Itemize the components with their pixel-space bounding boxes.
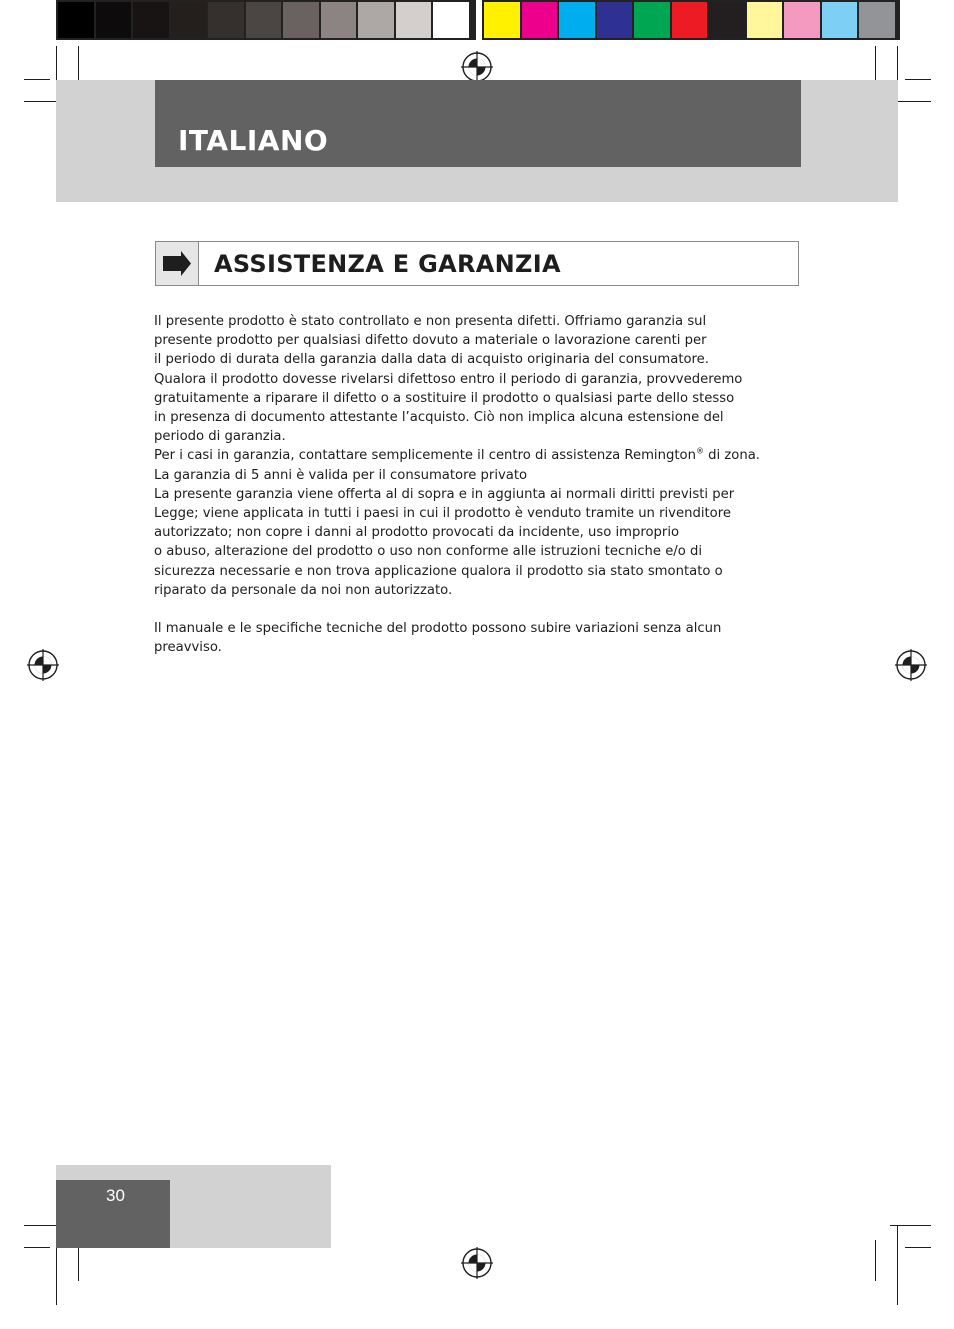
- color-swatch: [522, 2, 558, 38]
- paragraph-gap: [154, 600, 784, 619]
- language-title: ITALIANO: [178, 124, 329, 157]
- color-swatch: [484, 2, 520, 38]
- text-line: sicurezza necessarie e non trova applicazione qualora il prodotto sia stato smontato o: [154, 563, 723, 579]
- registration-mark-icon: [461, 51, 493, 83]
- text-fragment: Per i casi in garanzia, contattare semplicemente il centro di assistenza Remington: [154, 448, 696, 464]
- color-swatch: [672, 2, 708, 38]
- registration-mark-icon: [895, 649, 927, 681]
- text-line: Il presente prodotto è stato controllato e non presenta difetti. Offriamo garanzia sul: [154, 314, 707, 329]
- registration-mark-icon: [27, 649, 59, 681]
- page-number: 30: [106, 1186, 125, 1205]
- registered-mark: ®: [695, 447, 704, 457]
- text-line: La presente garanzia viene offerta al di sopra e in aggiunta ai normali diritti previsti per: [154, 486, 735, 502]
- color-swatch: [246, 2, 282, 38]
- section-heading: [155, 241, 799, 286]
- section-icon-cell: [156, 242, 199, 285]
- color-swatch: [597, 2, 633, 38]
- text-line: La garanzia di 5 anni è valida per il consumatore privato: [154, 467, 528, 483]
- text-line-remington: [154, 446, 784, 465]
- color-swatch: [171, 2, 207, 38]
- color-swatch: [747, 2, 783, 38]
- crop-mark: [897, 1225, 898, 1305]
- text-fragment: di zona.: [703, 448, 760, 464]
- crop-mark: [24, 79, 50, 80]
- color-swatch: [283, 2, 319, 38]
- color-calibration-bar-right: [482, 0, 900, 40]
- text-line: in presenza di documento attestante l’acquisto. Ciò non implica alcuna estensione del: [154, 410, 724, 426]
- text-line: autorizzato; non copre i danni al prodotto provocati da incidente, uso improprio: [154, 525, 680, 541]
- section-title: ASSISTENZA E GARANZIA: [214, 250, 561, 278]
- text-line: Legge; viene applicata in tutti i paesi in cui il prodotto è venduto tramite un rivenditore: [154, 506, 731, 522]
- color-swatch: [709, 2, 745, 38]
- color-swatch: [859, 2, 895, 38]
- warranty-text: [154, 312, 784, 658]
- text-line: il periodo di durata della garanzia dalla data di acquisto originaria del consumatore.: [154, 352, 709, 368]
- text-line: o abuso, alterazione del prodotto o uso non conforme alle istruzioni tecniche e/o di: [154, 544, 703, 560]
- text-line: gratuitamente a riparare il difetto o a sostituire il prodotto o qualsiasi parte dello stesso: [154, 390, 735, 406]
- crop-mark: [905, 79, 931, 80]
- arrow-right-icon: [156, 242, 198, 285]
- text-line: periodo di garanzia.: [154, 429, 286, 445]
- color-swatch: [396, 2, 432, 38]
- color-swatch: [208, 2, 244, 38]
- text-line: preavviso.: [154, 640, 222, 656]
- color-swatch: [358, 2, 394, 38]
- text-line: presente prodotto per qualsiasi difetto dovuto a materiale o lavorazione carenti per: [154, 333, 707, 349]
- color-swatch: [559, 2, 595, 38]
- text-line: Qualora il prodotto dovesse rivelarsi difettoso entro il periodo di garanzia, provvederemo: [154, 371, 743, 387]
- color-calibration-bar-left: [56, 0, 476, 40]
- color-swatch: [96, 2, 132, 38]
- color-swatch: [634, 2, 670, 38]
- color-swatch: [321, 2, 357, 38]
- color-swatch: [133, 2, 169, 38]
- color-swatch: [433, 2, 469, 38]
- text-line: riparato da personale da noi non autorizzato.: [154, 582, 453, 598]
- color-swatch: [784, 2, 820, 38]
- color-swatch: [58, 2, 94, 38]
- text-line: Il manuale e le specifiche tecniche del prodotto possono subire variazioni senza alcun: [154, 621, 722, 637]
- crop-mark: [905, 1247, 931, 1248]
- registration-mark-icon: [461, 1247, 493, 1279]
- language-header: [155, 80, 801, 167]
- crop-mark: [24, 1247, 50, 1248]
- crop-mark: [875, 1240, 876, 1281]
- color-swatch: [822, 2, 858, 38]
